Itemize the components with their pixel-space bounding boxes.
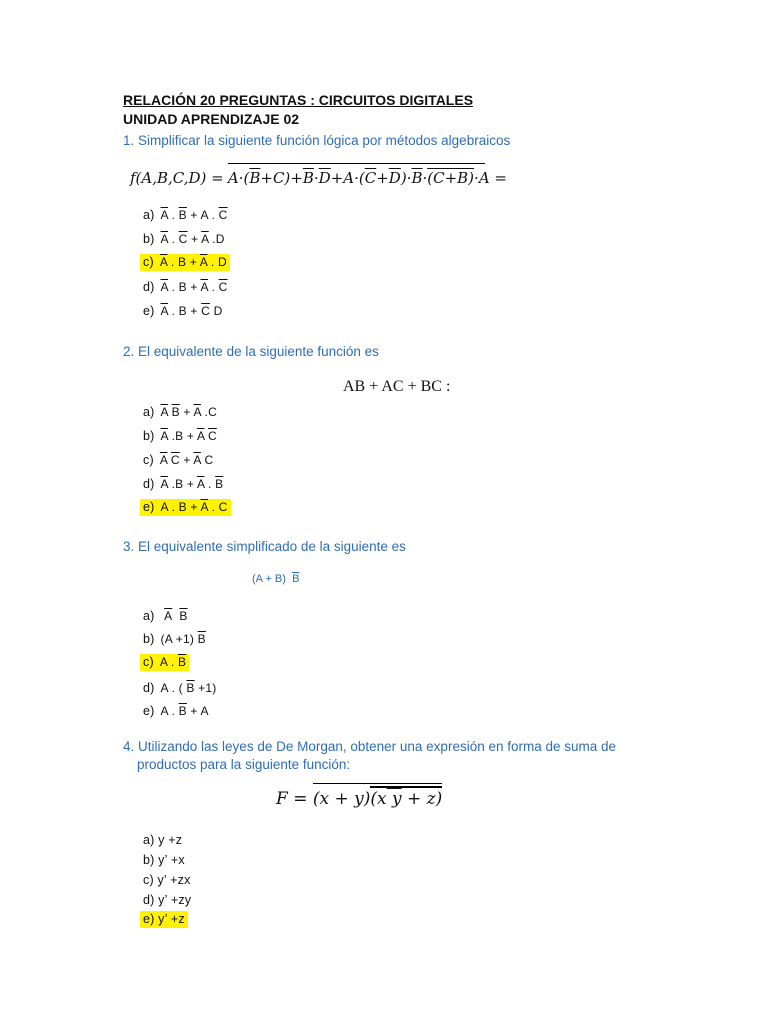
q2-option-d[interactable]: d) $\overline{A}$ $.B + \overline{A}$ . $\overline{B}$ [143,477,224,491]
question-2-formula: AB + AC + BC : [343,378,451,395]
q2-option-c[interactable]: c) $\overline{A}$ $\overline{C} + \overline{A}$ C [143,453,214,467]
q3-option-b[interactable]: b) (A +1) $\overline{B}$ [143,632,206,646]
document-subtitle: UNIDAD APRENDIZAJE 02 [123,111,300,127]
q4-option-c[interactable]: c) y’ +zx [143,873,191,887]
q1-option-b[interactable]: b) $\overline{A}$ . $\overline{C} + \overline{A}$ .D [143,232,225,246]
q3-option-e[interactable]: e) A . $\overline{B} + A$ [143,704,209,718]
q2-option-e[interactable]: e) A . $B + \overline{A}$ . C [140,499,231,516]
q1-option-c[interactable]: c) $\overline{A}$ . $B + \overline{A}$ . D [140,254,230,271]
q2-option-b[interactable]: b) $\overline{A}$ $.B + \overline{A}$ $\overline{C}$ [143,429,217,443]
document-title: RELACIÓN 20 PREGUNTAS : CIRCUITOS DIGITALES [123,92,474,108]
question-4-prompt-line2: productos para la siguiente función: [137,757,351,772]
q2-option-a[interactable]: a) $\overline{A}$ $\overline{B} + \overline{A}$ .C [143,405,217,419]
formula-rhs: $A\cdot(\overline{B}+C)+\overline{B}\cdot\overline{D}+A\cdot(\overline{C}+\overline{D})\cdot\overline{B}\cdot(C+B)\cdot A$ = [228,163,507,187]
question-4-formula: F = (x + y)(x y + z) [276,786,442,809]
question-2-prompt: 2. El equivalente de la siguiente función es [123,344,379,359]
q1-option-d[interactable]: d) $\overline{A}$ . $B + \overline{A}$ . $\overline{C}$ [143,280,228,294]
formula-lhs: f(A,B,C,D) = [130,169,224,187]
q3-option-d[interactable]: d) A . ( $\overline{B} +1$) [143,681,217,695]
question-1-prompt: 1. Simplificar la siguiente función lógica por métodos algebraicos [123,133,511,148]
q4-option-d[interactable]: d) y’ +zy [143,893,192,907]
question-1-formula [130,163,507,187]
q4-option-e[interactable]: e) y’ +z [140,911,188,928]
q4-option-b[interactable]: b) y’ +x [143,853,185,867]
question-3-formula: (A + B) $\overline{B}$ [252,573,300,585]
question-4-prompt-line1: 4. Utilizando las leyes de De Morgan, obtener una expresión en forma de suma de [123,739,617,754]
q1-option-a[interactable]: a) $\overline{A}$ . $\overline{B} + A$ . $\overline{C}$ [143,208,228,222]
question-3-prompt: 3. El equivalente simplificado de la siguiente es [123,539,406,554]
q1-option-e[interactable]: e) $\overline{A}$ . $B + \overline{C}$ D [143,304,223,318]
q3-option-a[interactable]: a) $\overline{A}$ $\overline{B}$ [143,609,188,623]
q3-option-c[interactable]: c) A . $\overline{B}$ [140,654,189,671]
q4-option-a[interactable]: a) y +z [143,833,183,847]
